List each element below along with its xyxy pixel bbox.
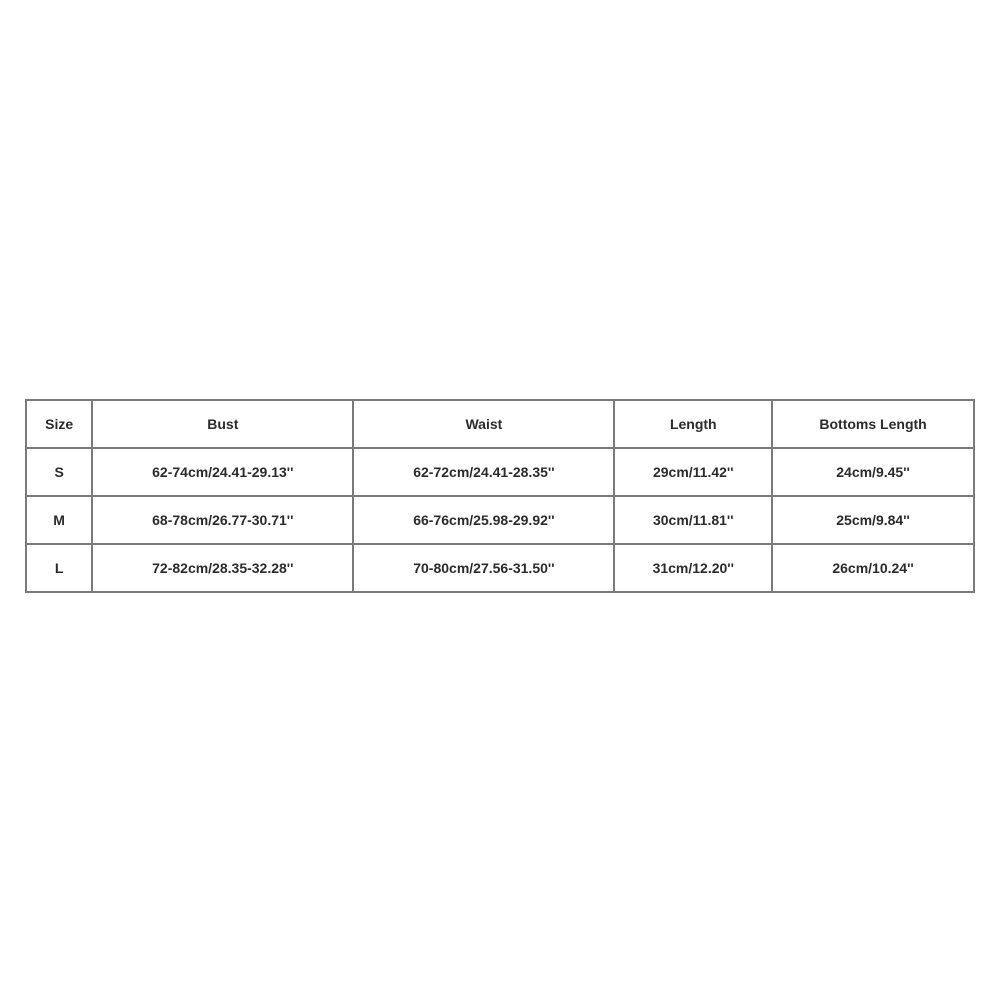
header-row — [26, 400, 974, 448]
header-length: Length — [614, 400, 772, 448]
table-row — [26, 496, 974, 544]
cell-waist: 62-72cm/24.41-28.35'' — [353, 448, 614, 496]
cell-bottoms-length: 26cm/10.24'' — [772, 544, 974, 592]
header-bust: Bust — [92, 400, 353, 448]
cell-size: M — [26, 496, 92, 544]
table-row — [26, 448, 974, 496]
header-size: Size — [26, 400, 92, 448]
cell-length: 30cm/11.81'' — [614, 496, 772, 544]
table-row — [26, 544, 974, 592]
cell-bust: 68-78cm/26.77-30.71'' — [92, 496, 353, 544]
header-bottoms-length: Bottoms Length — [772, 400, 974, 448]
cell-bottoms-length: 25cm/9.84'' — [772, 496, 974, 544]
cell-size: S — [26, 448, 92, 496]
cell-size: L — [26, 544, 92, 592]
size-chart-table — [25, 399, 975, 593]
cell-bust: 72-82cm/28.35-32.28'' — [92, 544, 353, 592]
cell-bottoms-length: 24cm/9.45'' — [772, 448, 974, 496]
cell-bust: 62-74cm/24.41-29.13'' — [92, 448, 353, 496]
cell-length: 29cm/11.42'' — [614, 448, 772, 496]
cell-waist: 66-76cm/25.98-29.92'' — [353, 496, 614, 544]
cell-length: 31cm/12.20'' — [614, 544, 772, 592]
cell-waist: 70-80cm/27.56-31.50'' — [353, 544, 614, 592]
header-waist: Waist — [353, 400, 614, 448]
